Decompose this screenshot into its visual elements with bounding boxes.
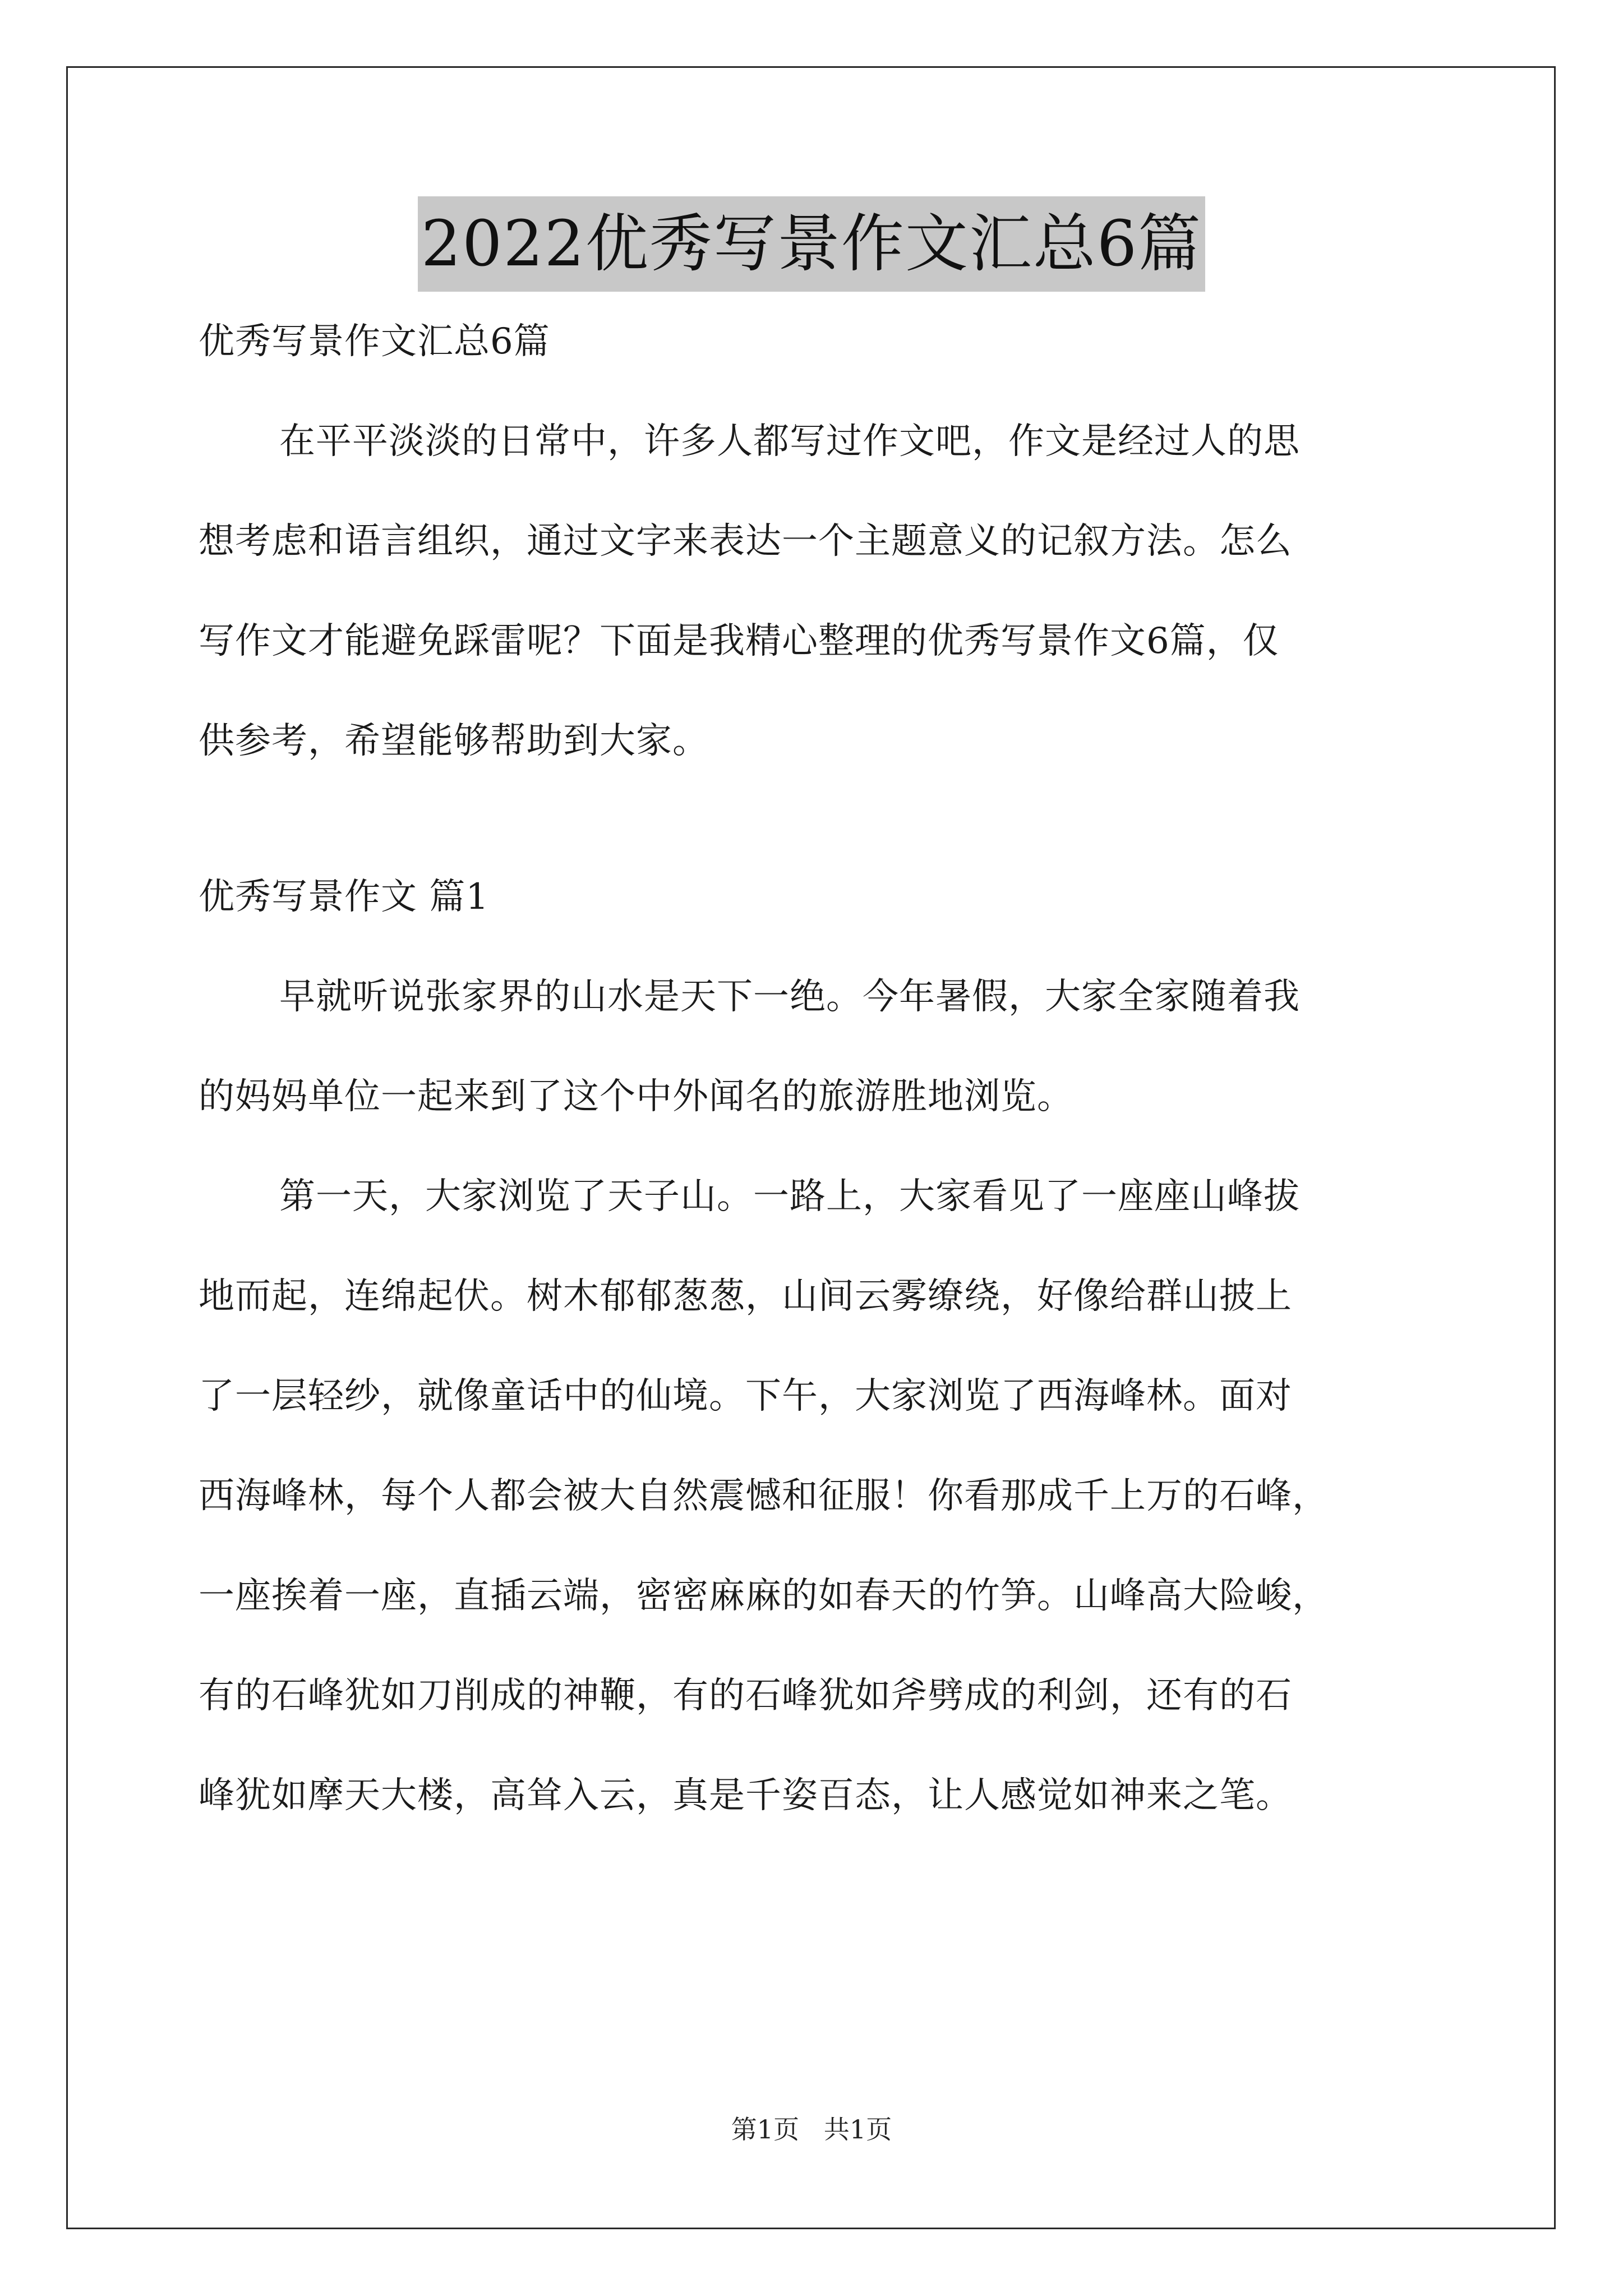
paragraph-line: 地而起，连绵起伏。树木郁郁葱葱，山间云雾缭绕，好像给群山披上 xyxy=(199,1276,1292,1317)
paragraph-line: 了一层轻纱，就像童话中的仙境。下午，大家浏览了西海峰林。面对 xyxy=(199,1375,1292,1417)
paragraph-line: 有的石峰犹如刀削成的神鞭，有的石峰犹如斧劈成的利剑，还有的石 xyxy=(199,1675,1292,1717)
paragraph-line: 西海峰林，每个人都会被大自然震憾和征服！你看那成千上万的石峰， xyxy=(199,1475,1329,1517)
paragraph-line: 一座挨着一座，直插云端，密密麻麻的如春天的竹笋。山峰高大险峻， xyxy=(199,1575,1329,1617)
intro-line: 在平平淡淡的日常中，许多人都写过作文吧，作文是经过人的思 xyxy=(279,421,1300,462)
intro-line: 想考虑和语言组织，通过文字来表达一个主题意义的记叙方法。怎么 xyxy=(199,521,1292,562)
intro-line: 写作文才能避免踩雷呢？下面是我精心整理的优秀写景作文6篇，仅 xyxy=(199,620,1279,662)
document-body xyxy=(199,314,1432,1868)
intro-line: 供参考，希望能够帮助到大家。 xyxy=(199,720,709,762)
document-subtitle: 优秀写景作文汇总6篇 xyxy=(199,321,550,362)
document-title: 2022优秀写景作文汇总6篇 xyxy=(418,196,1205,292)
paragraph-line: 峰犹如摩天大楼，高耸入云，真是千姿百态，让人感觉如神来之笔。 xyxy=(199,1775,1292,1816)
paragraph-line: 的妈妈单位一起来到了这个中外闻名的旅游胜地浏览。 xyxy=(199,1076,1073,1117)
paragraph-line: 早就听说张家界的山水是天下一绝。今年暑假，大家全家随着我 xyxy=(279,976,1300,1018)
paragraph-line: 第一天，大家浏览了天子山。一路上，大家看见了一座座山峰拔 xyxy=(279,1176,1300,1217)
section-heading: 优秀写景作文 篇1 xyxy=(199,876,490,918)
title-container xyxy=(0,196,1623,292)
page-footer: 第1页 共1页 xyxy=(731,2114,892,2145)
